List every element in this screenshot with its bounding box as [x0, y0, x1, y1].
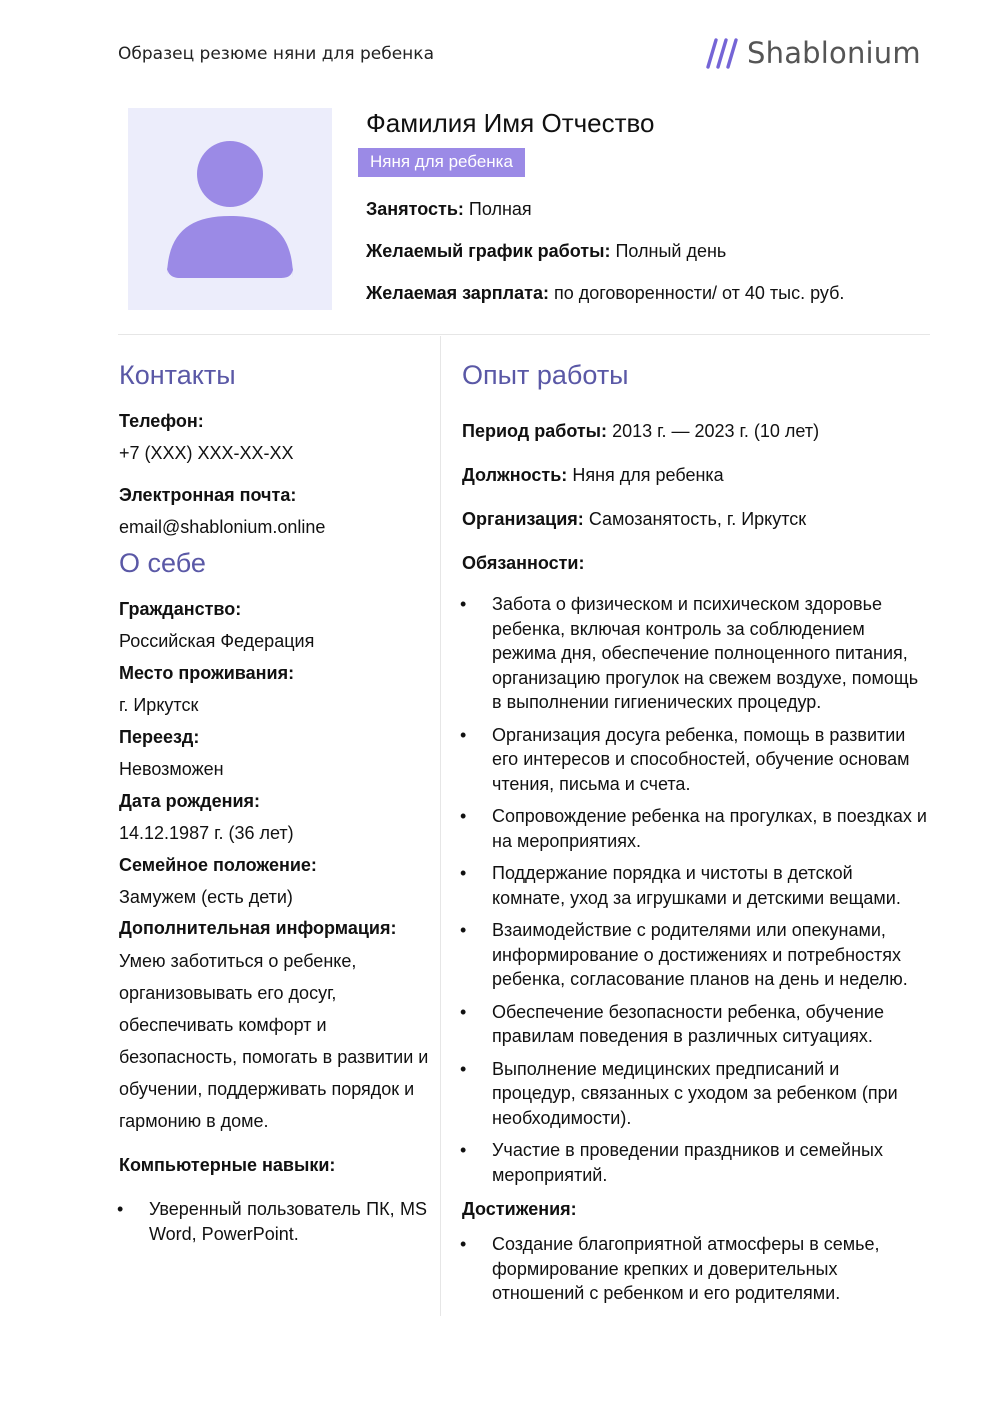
relocation-label: Переезд: — [119, 727, 200, 747]
role-value: Няня для ребенка — [572, 465, 724, 485]
residence-value: г. Иркутск — [119, 695, 199, 715]
email-value: email@shablonium.online — [119, 517, 326, 537]
document-title: Образец резюме няни для ребенка — [118, 44, 434, 64]
employment-label: Занятость: — [366, 199, 464, 219]
achievements-line — [462, 1199, 577, 1220]
skills-label: Компьютерные навыки: — [119, 1155, 336, 1175]
experience-title: Опыт работы — [462, 360, 629, 390]
duties-line — [462, 553, 585, 574]
extra-info-label: Дополнительная информация: — [119, 918, 397, 938]
list-item: • Выполнение медицинских предписаний и процедур, связанных с уходом за ребенком (при необходимости). — [492, 1057, 928, 1131]
column-divider — [440, 336, 441, 1316]
schedule-label: Желаемый график работы: — [366, 241, 611, 261]
phone-value: +7 (ХХХ) ХХХ-ХХ-ХХ — [119, 443, 294, 463]
profile-photo — [128, 108, 332, 310]
duties-list — [492, 592, 928, 1195]
brand-name: Shablonium — [747, 36, 921, 70]
list-item: • Участие в проведении праздников и семейных мероприятий. — [492, 1138, 928, 1187]
list-item: • Уверенный пользователь ПК, MS Word, PowerPoint. — [149, 1197, 427, 1246]
period-line — [462, 421, 819, 442]
full-name: Фамилия Имя Отчество — [366, 108, 655, 138]
salary-value: по договоренности/ от 40 тыс. руб. — [553, 283, 845, 303]
extra-info-text: Умею заботиться о ребенке, организовывать его досуг, обеспечивать комфорт и безопасность, помогать в развитии и обучении, поддерживать порядок и гармонию в доме. — [119, 951, 429, 1131]
list-item: • Организация досуга ребенка, помощь в развитии его интересов и способностей, обучение основам чтения, письма и счета. — [492, 723, 928, 797]
organization-line — [462, 509, 806, 530]
residence-label: Место проживания: — [119, 663, 295, 683]
schedule-line — [366, 241, 726, 262]
contacts-title: Контакты — [119, 360, 236, 390]
list-item: • Создание благоприятной атмосферы в семье, формирование крепких и доверительных отношений с ребенком и его родителями. — [492, 1232, 928, 1306]
duties-label: Обязанности: — [462, 553, 585, 573]
position-badge: Няня для ребенка — [358, 148, 525, 177]
salary-line — [366, 283, 844, 304]
relocation-value: Невозможен — [119, 759, 224, 779]
list-item: • Обеспечение безопасности ребенка, обучение правилам поведения в различных ситуациях. — [492, 1000, 928, 1049]
employment-value: Полная — [468, 199, 532, 219]
header-divider — [118, 334, 930, 335]
person-avatar-icon — [128, 108, 332, 310]
schedule-value: Полный день — [615, 241, 727, 261]
organization-label: Организация: — [462, 509, 584, 529]
list-item: • Взаимодействие с родителями или опекунами, информирование о достижениях и потребностях ребенка, согласование планов на день и неделю. — [492, 918, 928, 992]
phone-label: Телефон: — [119, 411, 204, 431]
skills-list — [149, 1197, 427, 1246]
list-item: • Забота о физическом и психическом здоровье ребенка, включая контроль за соблюдением режима дня, обеспечение полноценного питания, организацию прогулок на свежем воздухе, помощь в выполнении гигиенических процедур. — [492, 592, 928, 715]
brand-logo — [705, 36, 921, 70]
list-item: • Сопровождение ребенка на прогулках, в поездках и на мероприятиях. — [492, 804, 928, 853]
about-title: О себе — [119, 548, 206, 578]
achievements-list — [492, 1232, 928, 1306]
employment-line — [366, 199, 532, 220]
salary-label: Желаемая зарплата: — [366, 283, 549, 303]
role-line — [462, 465, 724, 486]
birth-label: Дата рождения: — [119, 791, 261, 811]
achievements-label: Достижения: — [462, 1199, 577, 1219]
list-item: • Поддержание порядка и чистоты в детской комнате, уход за игрушками и детскими вещами. — [492, 861, 928, 910]
organization-value: Самозанятость, г. Иркутск — [588, 509, 807, 529]
citizenship-label: Гражданство: — [119, 599, 242, 619]
birth-value: 14.12.1987 г. (36 лет) — [119, 823, 294, 843]
period-label: Период работы: — [462, 421, 608, 441]
email-label: Электронная почта: — [119, 485, 297, 505]
role-label: Должность: — [462, 465, 568, 485]
citizenship-value: Российская Федерация — [119, 631, 315, 651]
period-value: 2013 г. — 2023 г. (10 лет) — [612, 421, 820, 441]
family-label: Семейное положение: — [119, 855, 317, 875]
family-value: Замужем (есть дети) — [119, 887, 293, 907]
three-slashes-logo-icon — [705, 36, 739, 70]
